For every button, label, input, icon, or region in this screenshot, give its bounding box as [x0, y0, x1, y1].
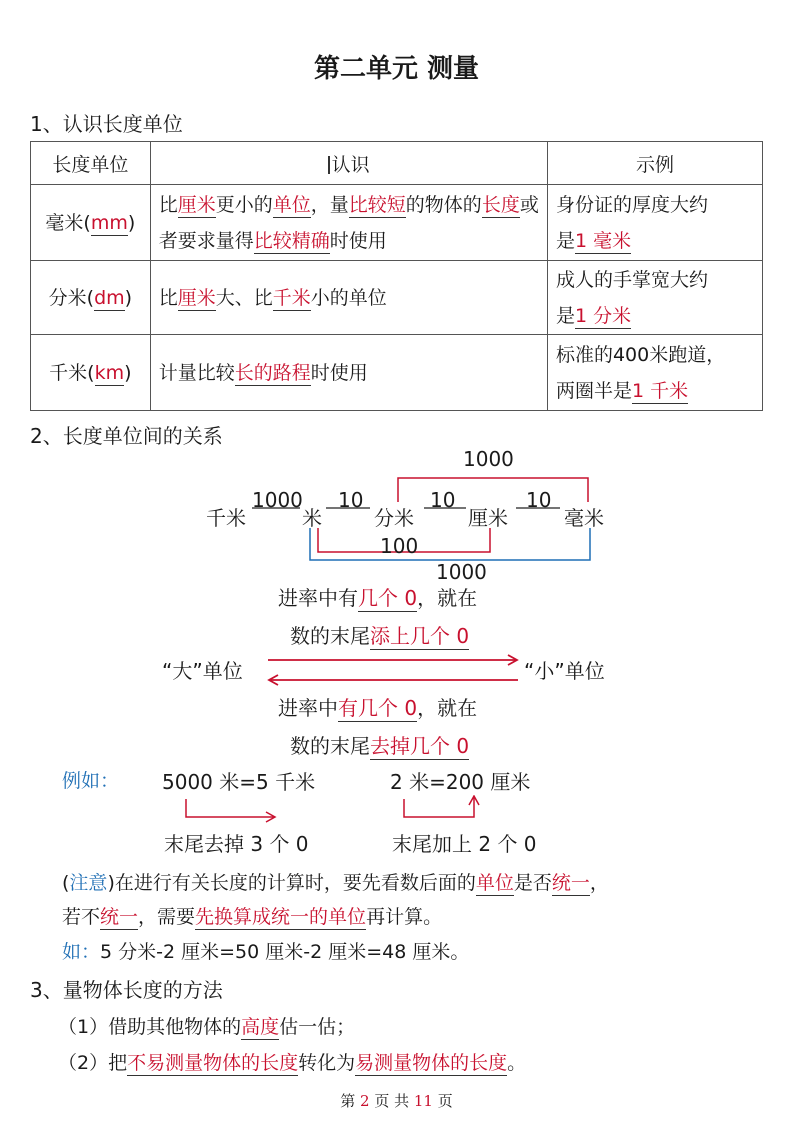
rule1-line1: 进率中有几个 0，就在: [278, 586, 478, 610]
unit-km: 千米: [206, 506, 246, 530]
desc-cell: 比厘米更小的单位，量比较短的物体的长度或者要求量得比较精确时使用: [150, 185, 547, 261]
example2-note: 末尾加上 2 个 0: [392, 832, 537, 856]
rule2-line1: 进率中有几个 0，就在: [278, 696, 478, 720]
total-page-number: 11: [413, 1092, 433, 1110]
rate-km-m: 1000: [252, 488, 303, 512]
conversion-arrows: [260, 648, 530, 692]
bracket-bottom-inner-label: 100: [380, 534, 419, 558]
rule2-line2: 数的末尾去掉几个 0: [290, 734, 470, 758]
header-unit: 长度单位: [31, 142, 151, 185]
example1-equation: 5000 米=5 千米: [162, 770, 316, 794]
rule1-line2: 数的末尾添上几个 0: [290, 624, 470, 648]
example-label: 例如：: [62, 770, 120, 792]
example-cell: 身份证的厚度大约 是1 毫米: [547, 185, 762, 261]
note-line1: (注意)在进行有关长度的计算时，要先看数后面的单位是否统一，: [62, 872, 609, 894]
example-cell: 标准的400米跑道， 两圈半是1 千米: [547, 335, 762, 411]
note-example: 如：5 分米-2 厘米=50 厘米-2 厘米=48 厘米。: [62, 941, 470, 963]
desc-cell: 计量比较长的路程时使用: [150, 335, 547, 411]
desc-cell: 比厘米大、比千米小的单位: [150, 261, 547, 335]
section3-heading: 3、量物体长度的方法: [30, 978, 223, 1002]
unit-m: 米: [302, 506, 322, 530]
section1-heading: 1、认识长度单位: [30, 112, 183, 136]
small-unit-label: “小”单位: [524, 659, 605, 683]
rate-m-dm: 10: [338, 488, 364, 512]
table-row: [31, 185, 763, 261]
unit-cell: 千米(km): [31, 335, 151, 411]
section2-heading: 2、长度单位间的关系: [30, 424, 223, 448]
header-example: 示例: [547, 142, 762, 185]
method-item-1: （1）借助其他物体的高度估一估；: [58, 1016, 356, 1038]
unit-cell: 分米(dm): [31, 261, 151, 335]
unit-dm: 分米: [374, 506, 414, 530]
bracket-bottom-outer-label: 1000: [436, 560, 487, 584]
example1-note: 末尾去掉 3 个 0: [164, 832, 309, 856]
rate-dm-cm: 10: [430, 488, 456, 512]
current-page-number: 2: [360, 1092, 370, 1110]
unit-cm: 厘米: [468, 506, 508, 530]
page-title: 第二单元 测量: [313, 54, 480, 84]
page-footer: 第 2 页 共 11 页: [340, 1092, 453, 1110]
table-header-row: [31, 142, 763, 185]
unit-cell: 毫米(mm): [31, 185, 151, 261]
example-cell: 成人的手掌宽大约 是1 分米: [547, 261, 762, 335]
table-row: [31, 261, 763, 335]
table-row: [31, 335, 763, 411]
big-unit-label: “大”单位: [162, 659, 243, 683]
method-item-2: （2）把不易测量物体的长度转化为易测量物体的长度。: [58, 1052, 527, 1074]
header-recognize: 认识: [150, 142, 547, 185]
unit-mm: 毫米: [564, 506, 604, 530]
bracket-top-label: 1000: [463, 447, 514, 471]
length-units-table: [30, 141, 763, 411]
note-line2: 若不统一，需要先换算成统一的单位再计算。: [62, 906, 443, 928]
example-arrows: [180, 795, 580, 825]
example2-equation: 2 米=200 厘米: [390, 770, 531, 794]
rate-cm-mm: 10: [526, 488, 552, 512]
